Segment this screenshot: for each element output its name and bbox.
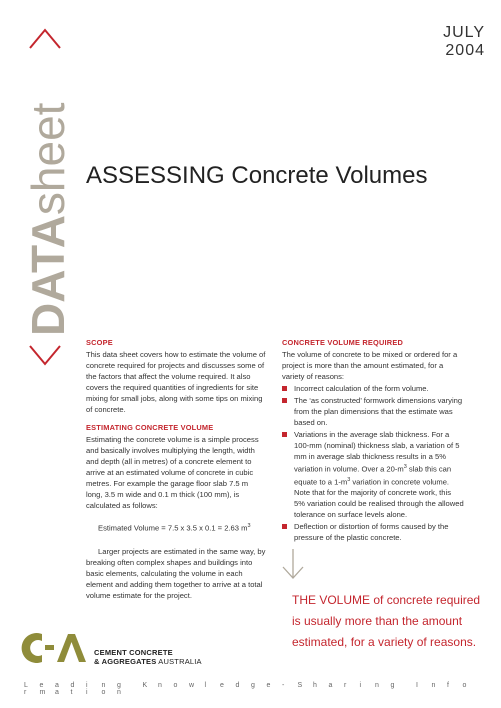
bullet-square-icon xyxy=(282,398,287,403)
reason-3b: slab this can equate to a 1-m xyxy=(294,464,452,487)
reason-3-sup1: 3 xyxy=(403,464,407,470)
issue-month: JULY xyxy=(443,24,485,41)
logo-line-2-light: AUSTRALIA xyxy=(156,657,202,666)
quote-caps: THE VOLUME xyxy=(292,593,371,607)
issue-date xyxy=(443,24,485,60)
pull-quote xyxy=(292,590,482,653)
footer-char: L xyxy=(24,682,29,689)
datasheet-brand xyxy=(8,18,74,370)
footer-char: o xyxy=(101,689,106,696)
title-rest: Concrete Volumes xyxy=(224,162,428,189)
brand-bold-word: DATA xyxy=(22,215,74,336)
footer-char: - xyxy=(282,682,285,689)
bullet-square-icon xyxy=(282,432,287,437)
logo-wordmark xyxy=(94,648,202,666)
reason-3a: Variations in the average slab thickness. For a 100-mm (nominal) thickness slab, a variation of 5 mm in average slab thickness results in a 5% variation in volume. Over a 20-m xyxy=(294,430,460,474)
estimating-heading: ESTIMATING CONCRETE VOLUME xyxy=(86,423,214,432)
reason-3-sup2: 3 xyxy=(347,476,351,483)
volume-equation xyxy=(98,521,266,534)
list-item xyxy=(282,521,464,543)
logo-line-1: CEMENT CONCRETE xyxy=(94,648,173,657)
chevron-up-icon xyxy=(30,30,60,48)
scope-text: This data sheet covers how to estimate the volume of concrete required for projects and discusses some of the factors that affect the volume required. It also covers the required quantities of ingredients for site mixing for small jobs, along with some tips on mixing of concrete. xyxy=(86,350,266,414)
footer-char: i xyxy=(359,682,362,689)
footer-char: g xyxy=(117,682,122,689)
estimating-text: Estimating the concrete volume is a simple process and basically involves multiplying the length, width and depth (all in metres) of a concrete element to arrive at an estimated volume of concrete in cubic metres. For example the garage floor slab 7.5 m long, 3.5 m wide and 0.1 m thick (100 mm), is calculated as follows: xyxy=(86,435,259,510)
footer-char: e xyxy=(220,682,225,689)
footer-char: i xyxy=(86,689,89,696)
reasons-list xyxy=(282,383,464,543)
footer-char: a xyxy=(328,682,333,689)
footer-char: i xyxy=(86,682,89,689)
footer-char: n xyxy=(375,682,380,689)
footer-char: m xyxy=(39,689,46,696)
equation-sup: 3 xyxy=(247,523,251,529)
list-item xyxy=(282,383,464,394)
scope-heading: SCOPE xyxy=(86,338,113,347)
estimating-text-2: Larger projects are estimated in the same way, by breaking often complex shapes and buildings into basic elements, calculating the volume in each element and adding them together to arrive at a total volume estimate for the project. xyxy=(86,546,266,600)
footer-char: g xyxy=(390,682,395,689)
right-column xyxy=(282,337,464,544)
logo-line-2 xyxy=(94,657,202,666)
list-item xyxy=(282,429,464,520)
footer-char: n xyxy=(117,689,122,696)
footer-char: w xyxy=(189,682,195,689)
footer-char: o xyxy=(462,682,467,689)
required-heading: CONCRETE VOLUME REQUIRED xyxy=(282,338,404,347)
equation-text: Estimated Volume = 7.5 x 3.5 x 0.1 = 2.63 m xyxy=(98,523,248,533)
footer-char: n xyxy=(158,682,163,689)
issue-year: 2004 xyxy=(445,42,485,59)
footer-tagline xyxy=(24,682,484,696)
footer-char: I xyxy=(416,682,419,689)
footer-char: e xyxy=(39,682,44,689)
footer-char: r xyxy=(24,689,27,696)
title-caps: ASSESSING xyxy=(86,162,225,189)
footer-char: f xyxy=(447,682,450,689)
footer-char: r xyxy=(344,682,347,689)
footer-char: K xyxy=(142,682,148,689)
chevron-down-icon xyxy=(30,346,60,364)
arrow-down-icon xyxy=(280,547,306,581)
page-title xyxy=(86,162,428,190)
footer-char xyxy=(133,682,143,689)
footer-char: n xyxy=(101,682,106,689)
reason-3c: variation in concrete volume. Note that for the majority of concrete work, this 5% variation could be realised through the allowed tolerance on surface levels alone. xyxy=(294,477,464,520)
ccaa-logo-icon xyxy=(22,631,86,665)
footer-char: g xyxy=(251,682,256,689)
footer-char: n xyxy=(431,682,436,689)
reason-2: The ‘as constructed’ formwork dimensions varying from the plan dimensions that the estimate was based on. xyxy=(294,396,463,427)
logo-line-2-bold: & AGGREGATES xyxy=(94,657,157,666)
footer-char: h xyxy=(313,682,318,689)
footer-char: o xyxy=(173,682,178,689)
bullet-square-icon xyxy=(282,386,287,391)
bullet-square-icon xyxy=(282,524,287,529)
left-column xyxy=(86,337,266,607)
quote-rest: of concrete required is usually more than the amount estimated, for a variety of reasons. xyxy=(292,593,481,649)
footer-char: a xyxy=(55,682,60,689)
reason-4: Deflection or distortion of forms caused by the pressure of the plastic concrete. xyxy=(294,522,449,543)
list-item xyxy=(282,395,464,428)
footer-char: S xyxy=(297,682,303,689)
footer-spaced-text xyxy=(24,682,478,696)
reason-1: Incorrect calculation of the form volume. xyxy=(294,384,429,393)
footer-char: d xyxy=(70,682,75,689)
footer-char: l xyxy=(204,682,207,689)
brand-light-word: sheet xyxy=(22,102,74,216)
footer-char xyxy=(406,682,416,689)
footer-char: a xyxy=(55,689,60,696)
footer-char: e xyxy=(266,682,271,689)
footer-char: d xyxy=(235,682,240,689)
brand-wordmark xyxy=(22,102,74,336)
footer-char: t xyxy=(70,689,73,696)
required-intro: The volume of concrete to be mixed or ordered for a project is more than the amount estimated, for a variety of reasons: xyxy=(282,350,458,381)
